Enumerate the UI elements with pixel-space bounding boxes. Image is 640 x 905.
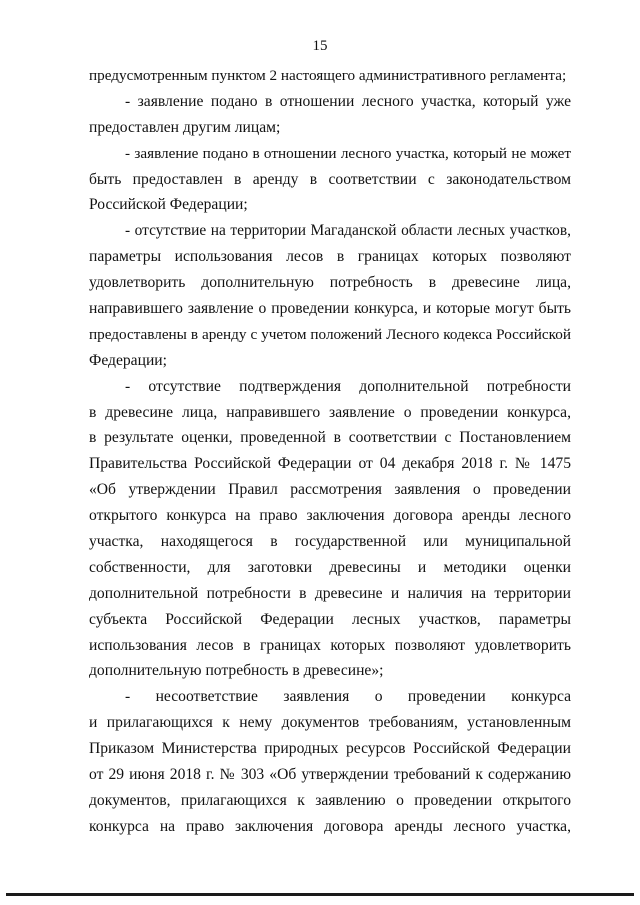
bottom-rule	[6, 893, 634, 896]
text-line: открытого конкурса на право заключения договора аренды лесного	[89, 507, 571, 525]
body-text	[89, 63, 571, 840]
text-line: предусмотренным пунктом 2 настоящего административного регламента;	[89, 67, 567, 84]
text-line: - отсутствие подтверждения дополнительной потребности	[125, 377, 571, 395]
text-line: направившего заявление о проведении конкурса, и которые могут быть	[89, 300, 571, 318]
text-line: дополнительной потребности в древесине и наличия на территории	[89, 584, 571, 602]
text-line: в древесине лица, направившего заявление о проведении конкурса,	[89, 403, 571, 421]
text-line: в результате оценки, проведенной в соответствии с Постановлением	[89, 429, 571, 447]
text-line: - несоответствие заявления о проведении конкурса	[125, 688, 571, 706]
text-line: субъекта Российской Федерации лесных участков, параметры	[89, 610, 571, 628]
text-line: параметры использования лесов в границах которых позволяют	[89, 248, 571, 266]
text-line: быть предоставлен в аренду в соответствии с законодательством	[89, 170, 571, 188]
text-line: Российской Федерации;	[89, 196, 248, 214]
text-line: Правительства Российской Федерации от 04 декабря 2018 г. № 1475	[89, 455, 571, 473]
text-line: предоставлен другим лицам;	[89, 118, 281, 136]
text-line: собственности, для заготовки древесины и методики оценки	[89, 558, 571, 576]
text-line: от 29 июня 2018 г. № 303 «Об утверждении требований к содержанию	[89, 766, 571, 784]
text-line: использования лесов в границах которых позволяют удовлетворить	[89, 636, 571, 654]
text-line: - отсутствие на территории Магаданской области лесных участков,	[125, 222, 571, 240]
text-line: Федерации;	[89, 351, 167, 369]
text-line: и прилагающихся к нему документов требованиям, установленным	[89, 714, 571, 732]
text-line: дополнительную потребность в древесине»;	[89, 662, 384, 680]
text-line: предоставлены в аренду с учетом положений Лесного кодекса Российской	[89, 325, 571, 343]
text-line: - заявление подано в отношении лесного участка, который не может	[125, 144, 571, 162]
text-line: удовлетворить дополнительную потребность в древесине лица,	[89, 274, 571, 292]
text-line: документов, прилагающихся к заявлению о проведении открытого	[89, 791, 571, 809]
text-line: «Об утверждении Правил рассмотрения заявления о проведении	[89, 481, 571, 499]
text-line: - заявление подано в отношении лесного участка, который уже	[125, 92, 571, 110]
page-number: 15	[312, 38, 328, 54]
text-line: конкурса на право заключения договора аренды лесного участка,	[89, 817, 571, 835]
text-line: участка, находящегося в государственной или муниципальной	[89, 533, 571, 551]
text-line: Приказом Министерства природных ресурсов Российской Федерации	[89, 740, 571, 758]
